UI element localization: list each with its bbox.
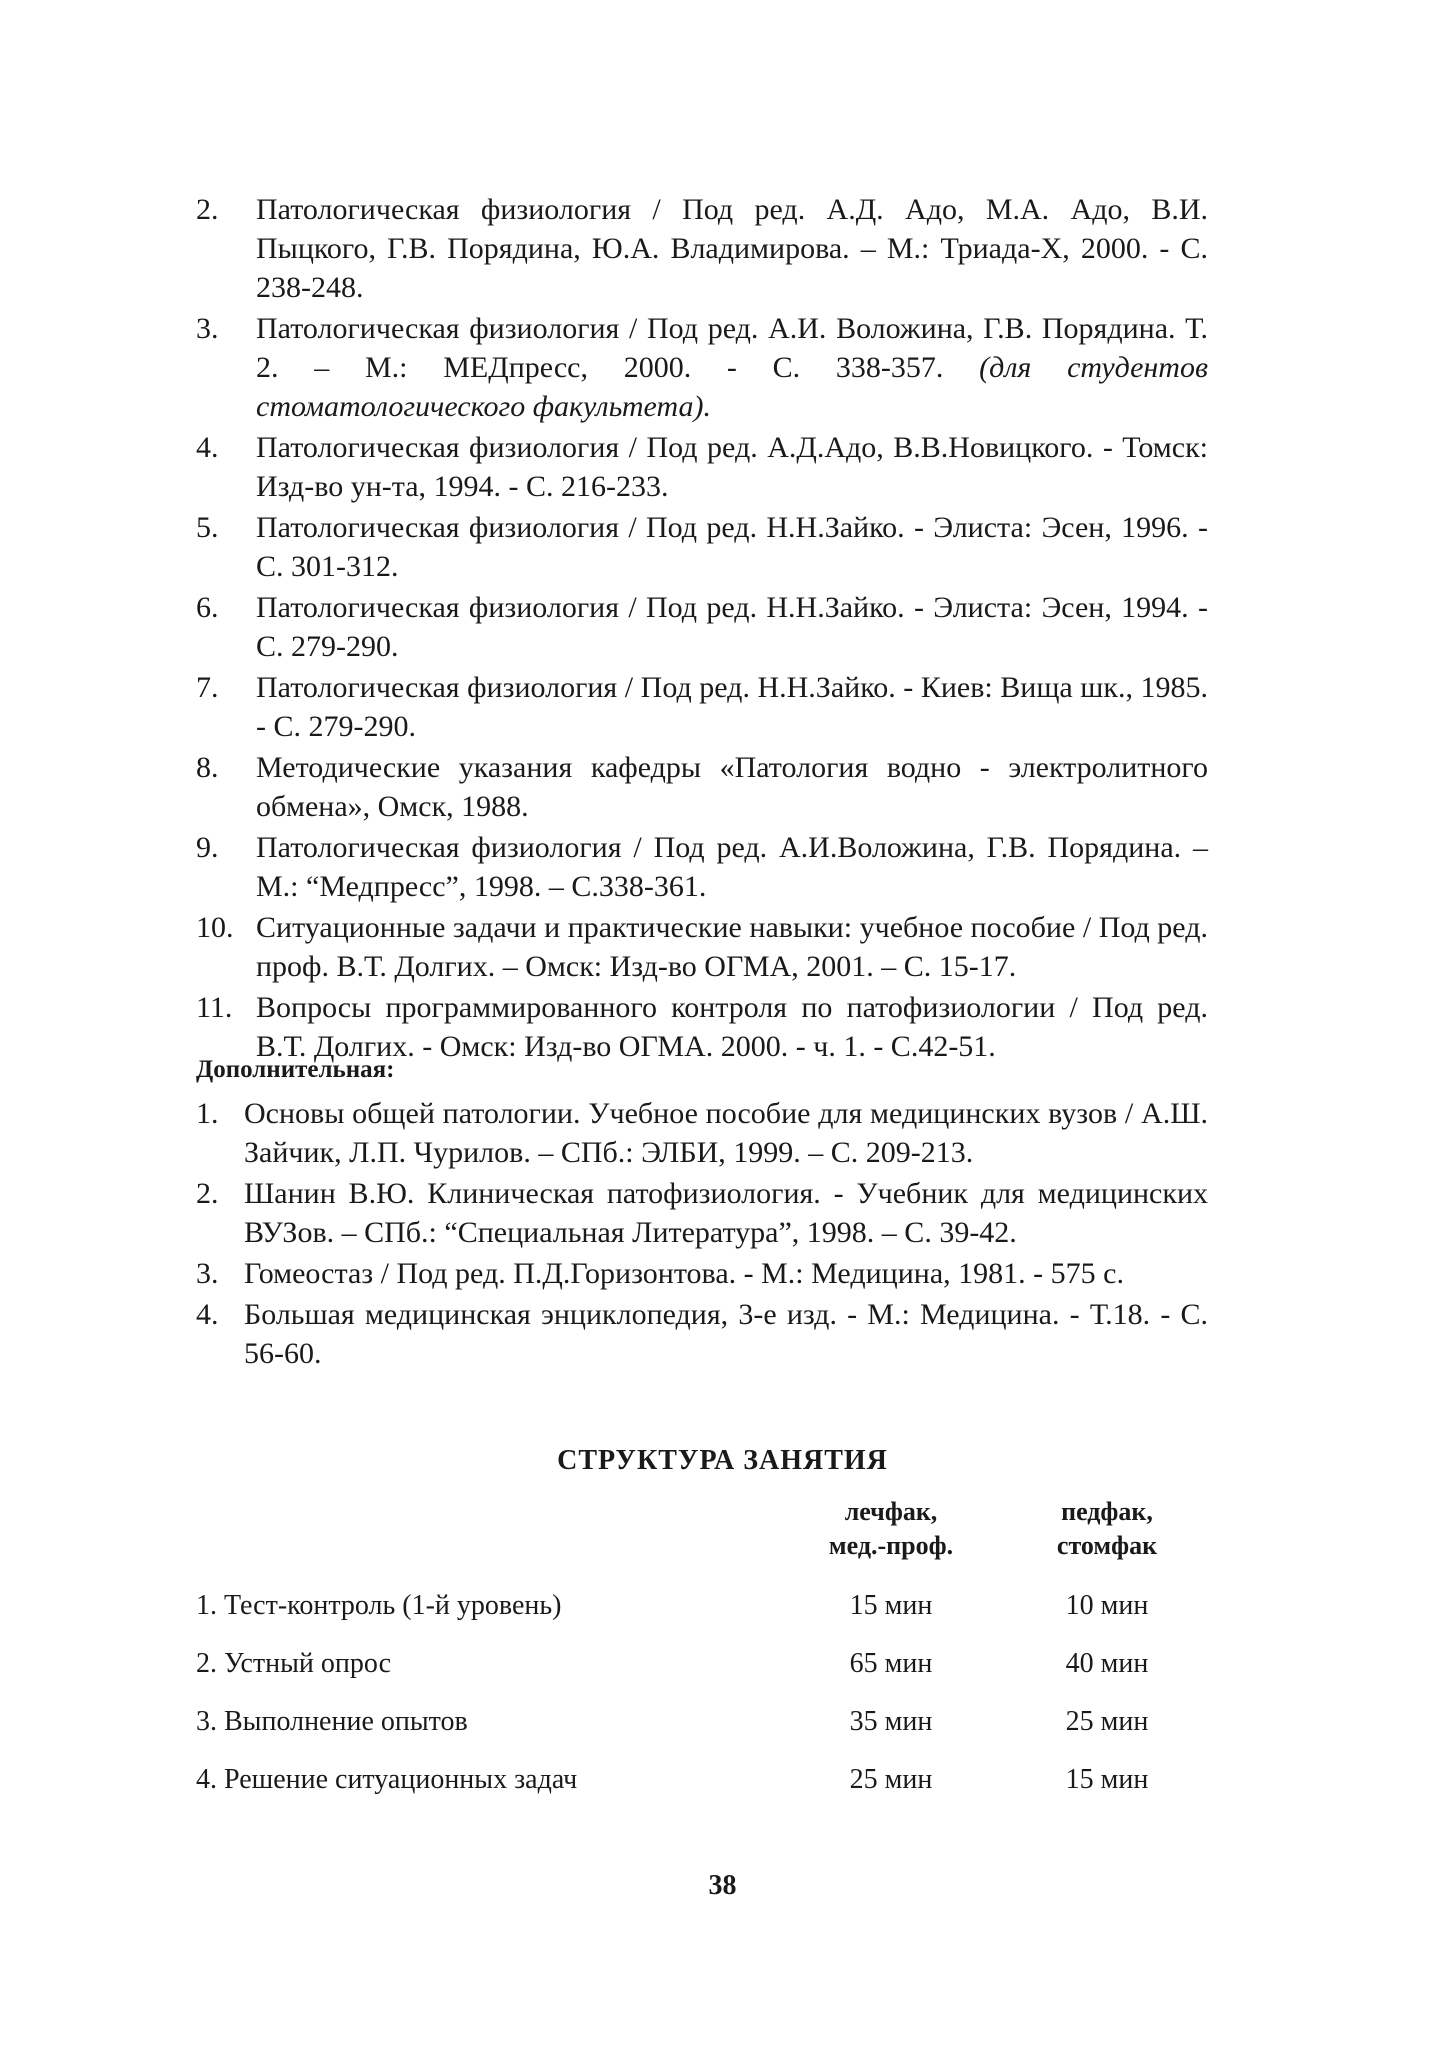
additional-reference-item xyxy=(196,1094,1208,1172)
reference-text: Методические указания кафедры «Патология водно - электролитного обмена», Омск, 1988. xyxy=(256,751,1208,823)
reference-text: Патологическая физиология / Под ред. А.Д.Адо, В.В.Новицкого. - Томск: Изд-во ун-та, 1994. - С. 216-233. xyxy=(256,431,1208,503)
faculty-a-time-cell: 35 мин xyxy=(849,1706,933,1737)
additional-reference-item xyxy=(196,1295,1208,1373)
reference-text: Патологическая физиология / Под ред. Н.Н.Зайко. - Элиста: Эсен, 1994. - С. 279-290. xyxy=(256,591,1208,663)
reference-text: Патологическая физиология / Под ред. Н.Н.Зайко. - Элиста: Эсен, 1996. - С. 301-312. xyxy=(256,511,1208,583)
activity-cell: 3. Выполнение опытов xyxy=(196,1706,468,1737)
faculty-b-time-cell: 15 мин xyxy=(1065,1764,1149,1795)
additional-reference-number: 2. xyxy=(196,1177,219,1210)
additional-reference-text: Гомеостаз / Под ред. П.Д.Горизонтова. - М.: Медицина, 1981. - 575 с. xyxy=(244,1257,1124,1290)
activity-cell: 1. Тест-контроль (1-й уровень) xyxy=(196,1590,562,1621)
additional-reference-text: Шанин В.Ю. Клиническая патофизиология. - Учебник для медицинских ВУЗов. – СПб.: “Специальная Литература”, 1998. – С. 39-42. xyxy=(244,1177,1208,1249)
reference-number: 3. xyxy=(196,312,219,345)
reference-note: (для студентов стоматологического факультета). xyxy=(256,351,1208,423)
reference-text: Патологическая физиология / Под ред. А.И. Воложина, Г.В. Порядина. Т. 2. – М.: МЕДпресс, 2000. - С. 338-357. xyxy=(256,312,1208,384)
faculty-a-header-line1: лечфак, xyxy=(844,1497,938,1526)
reference-number: 2. xyxy=(196,193,219,226)
lesson-structure-table xyxy=(196,1495,1208,1809)
reference-number: 6. xyxy=(196,591,219,624)
reference-number: 4. xyxy=(196,431,219,464)
reference-item xyxy=(196,190,1208,307)
reference-item xyxy=(196,668,1208,746)
reference-number: 9. xyxy=(196,831,219,864)
lesson-structure-title: СТРУКТУРА ЗАНЯТИЯ xyxy=(557,1445,888,1476)
reference-item xyxy=(196,828,1208,906)
table-row xyxy=(196,1751,1208,1809)
additional-reference-number: 4. xyxy=(196,1298,219,1331)
table-row xyxy=(196,1577,1208,1635)
reference-text: Патологическая физиология / Под ред. А.Д. Адо, М.А. Адо, В.И. Пыцкого, Г.В. Порядина, Ю.А. Владимирова. – М.: Триада-Х, 2000. - С. 238-248. xyxy=(256,193,1208,304)
faculty-b-time-cell: 40 мин xyxy=(1065,1648,1149,1679)
activity-cell: 2. Устный опрос xyxy=(196,1648,392,1679)
activity-cell: 4. Решение ситуационных задач xyxy=(196,1764,578,1795)
additional-reference-number: 3. xyxy=(196,1257,219,1290)
table-row xyxy=(196,1693,1208,1751)
additional-reference-number: 1. xyxy=(196,1097,219,1130)
reference-number: 7. xyxy=(196,671,219,704)
reference-number: 11. xyxy=(196,991,233,1024)
main-references-list xyxy=(196,190,1208,1068)
reference-item xyxy=(196,588,1208,666)
additional-reference-text: Большая медицинская энциклопедия, 3-е изд. - М.: Медицина. - Т.18. - С. 56-60. xyxy=(244,1298,1208,1370)
additional-reference-item xyxy=(196,1254,1208,1293)
faculty-a-time-cell: 65 мин xyxy=(849,1648,933,1679)
structure-header-row xyxy=(196,1495,1208,1577)
additional-references-list xyxy=(196,1094,1208,1375)
additional-reference-text: Основы общей патологии. Учебное пособие для медицинских вузов / А.Ш. Зайчик, Л.П. Чурилов. – СПб.: ЭЛБИ, 1999. – С. 209-213. xyxy=(244,1097,1208,1169)
activity-column-header xyxy=(196,1495,776,1577)
reference-item xyxy=(196,428,1208,506)
page-number: 38 xyxy=(708,1870,737,1901)
reference-item xyxy=(196,508,1208,586)
faculty-b-header-line1: педфак, xyxy=(1061,1497,1153,1526)
reference-item xyxy=(196,748,1208,826)
faculty-a-time-cell: 15 мин xyxy=(849,1590,933,1621)
reference-text-block xyxy=(256,309,1208,426)
reference-number: 5. xyxy=(196,511,219,544)
reference-number: 8. xyxy=(196,751,219,784)
table-row xyxy=(196,1635,1208,1693)
additional-reference-item xyxy=(196,1174,1208,1252)
reference-text: Патологическая физиология / Под ред. Н.Н.Зайко. - Киев: Вища шк., 1985. - С. 279-290. xyxy=(256,671,1208,743)
reference-text: Ситуационные задачи и практические навыки: учебное пособие / Под ред. проф. В.Т. Долгих. – Омск: Изд-во ОГМА, 2001. – С. 15-17. xyxy=(256,911,1208,983)
additional-literature-heading: Дополнительная: xyxy=(196,1056,395,1083)
faculty-b-column-header xyxy=(1006,1495,1208,1577)
faculty-a-time-cell: 25 мин xyxy=(849,1764,933,1795)
faculty-b-header-line2: стомфак xyxy=(1056,1531,1158,1560)
reference-text: Вопросы программированного контроля по патофизиологии / Под ред. В.Т. Долгих. - Омск: Изд-во ОГМА. 2000. - ч. 1. - С.42-51. xyxy=(256,991,1208,1063)
faculty-b-time-cell: 10 мин xyxy=(1065,1590,1149,1621)
faculty-b-time-cell: 25 мин xyxy=(1065,1706,1149,1737)
reference-number: 10. xyxy=(196,911,234,944)
faculty-a-header-line2: мед.-проф. xyxy=(828,1531,954,1560)
reference-item xyxy=(196,908,1208,986)
reference-item xyxy=(196,309,1208,426)
faculty-a-column-header xyxy=(776,1495,1006,1577)
reference-item xyxy=(196,988,1208,1066)
reference-text: Патологическая физиология / Под ред. А.И.Воложина, Г.В. Порядина. – М.: “Медпресс”, 1998. – С.338-361. xyxy=(256,831,1208,903)
